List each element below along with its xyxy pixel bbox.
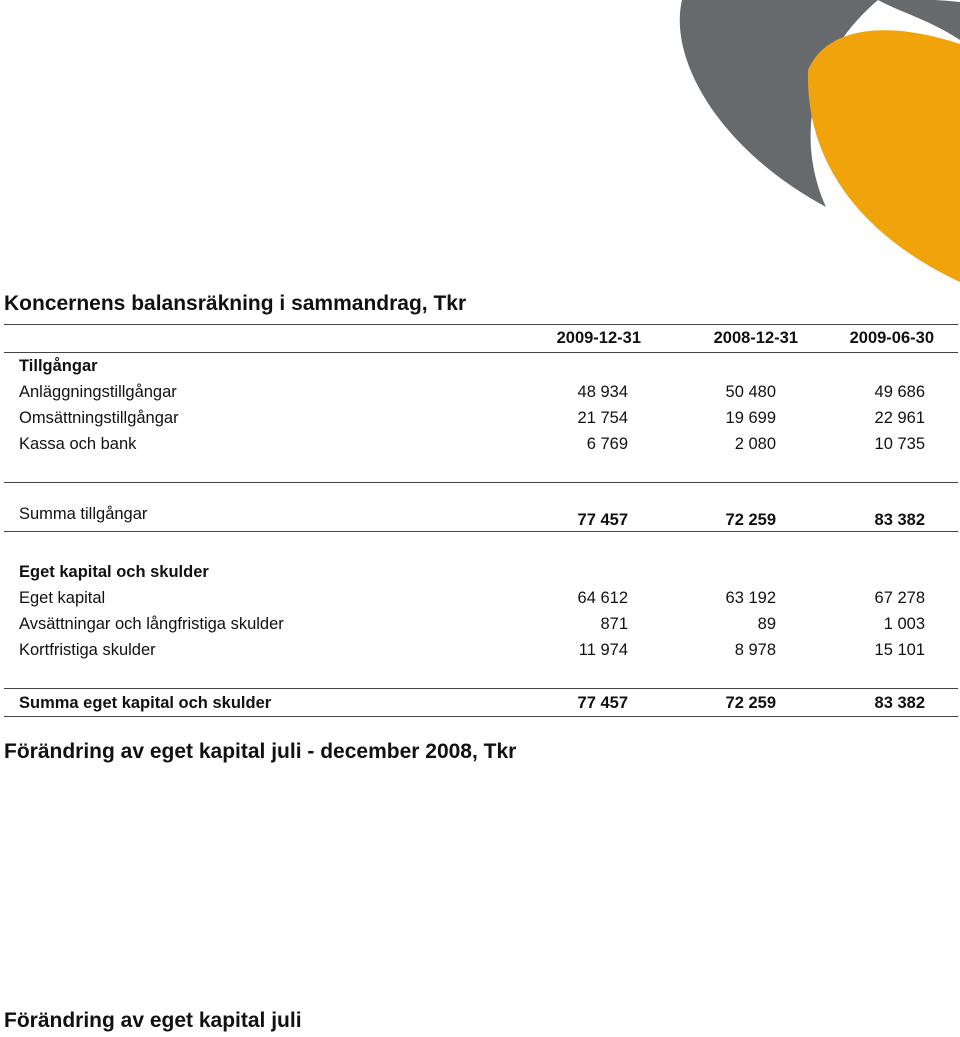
equity-section-rule [4,531,958,532]
row-label: Kortfristiga skulder [19,641,156,659]
section-label: Eget kapital och skulder [19,563,209,581]
table-row [0,589,960,613]
table-row [0,383,960,407]
equity-section-header [0,563,960,587]
equity-total-rule [4,688,958,689]
cell: 48 934 [577,383,628,401]
cell: 10 735 [874,435,925,453]
assets-section-header [0,357,960,381]
assets-total-rule [4,482,958,483]
row-label: Avsättningar och långfristiga skulder [19,615,284,633]
row-label: Summa tillgångar [19,505,148,523]
column-header: 2009-12-31 [556,329,641,347]
cell: 77 457 [577,694,628,712]
table-bottom-rule [4,716,958,717]
equity-change-title: Förändring av eget kapital juli - december 2008, Tkr [4,740,517,763]
cell: 83 382 [874,694,925,712]
row-label: Eget kapital [19,589,106,607]
cell: 63 192 [725,589,776,607]
cell: 11 974 [578,641,628,659]
table-top-rule [4,324,958,325]
cell: 15 101 [874,641,925,659]
cell: 50 480 [725,383,776,401]
table-row [0,615,960,639]
column-header: 2008-12-31 [713,329,798,347]
header-rule [4,352,958,353]
logo-orange-shape [808,30,960,282]
cell: 72 259 [725,511,776,529]
table-row [0,409,960,433]
row-label: Kassa och bank [19,435,137,453]
column-header: 2009-06-30 [849,329,934,347]
cell: 77 457 [577,511,628,529]
equity-total-row [0,694,960,718]
cell: 49 686 [874,383,925,401]
logo-graphic [0,0,960,290]
section-label: Tillgångar [19,357,98,375]
cell: 22 961 [874,409,925,427]
column-header-row [0,329,960,353]
cell: 67 278 [874,589,925,607]
cell: 83 382 [874,511,925,529]
cell: 72 259 [725,694,776,712]
table-row [0,641,960,665]
table-row [0,435,960,459]
cell: 8 978 [734,641,776,659]
cell: 21 754 [577,409,628,427]
balance-sheet-title: Koncernens balansräkning i sammandrag, Tkr [4,292,467,315]
cell: 19 699 [725,409,776,427]
row-label: Summa eget kapital och skulder [19,694,272,712]
cell: 6 769 [586,435,628,453]
row-label: Omsättningstillgångar [19,409,179,427]
cell: 871 [600,615,628,633]
assets-total-row [0,505,960,529]
row-label: Anläggningstillgångar [19,383,177,401]
cell: 1 003 [883,615,925,633]
cell: 2 080 [734,435,776,453]
cell: 64 612 [577,589,628,607]
cell: 89 [757,615,776,633]
equity-change-title-2: Förändring av eget kapital juli [4,1009,302,1032]
